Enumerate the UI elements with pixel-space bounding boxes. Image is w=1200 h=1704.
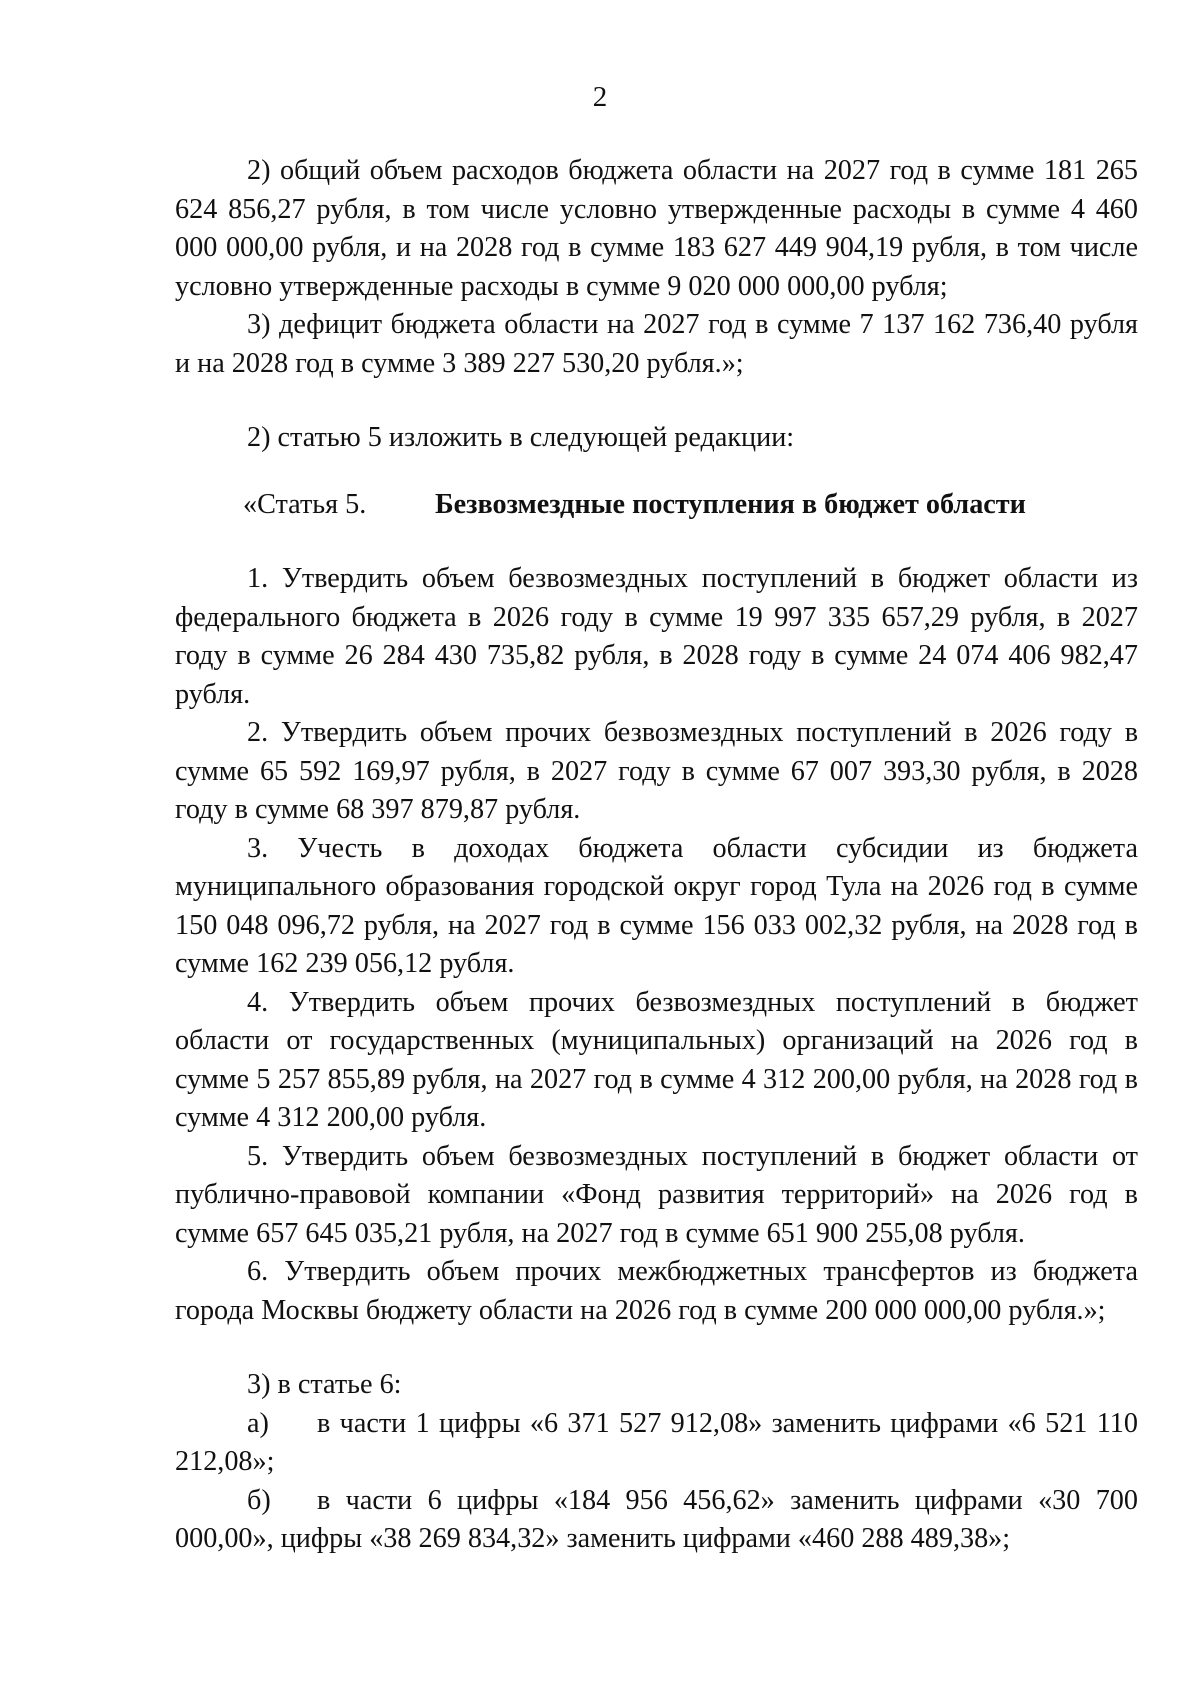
- subitem-letter: а): [247, 1407, 269, 1439]
- article-title: Безвозмездные поступления в бюджет области: [435, 488, 1026, 520]
- paragraph-article5-intro: 2) статью 5 изложить в следующей редакции:: [247, 422, 795, 453]
- article-item: 6. Утвердить объем прочих межбюджетных трансфертов из бюджета города Москвы бюджету области на 2026 год в сумме 200 000 000,00 рубля.»;: [175, 1256, 1138, 1326]
- article-heading: [175, 486, 1138, 525]
- article-item: 5. Утвердить объем безвозмездных поступлений в бюджет области от публично-правовой компании «Фонд развития территорий» на 2026 год в сумме 657 645 035,21 рубля, на 2027 год в сумме 651 900 255,08 рубля.: [175, 1140, 1138, 1249]
- article6-subitem: [175, 1405, 1138, 1482]
- subitem-letter: б): [247, 1484, 271, 1516]
- article6-subitem: [175, 1482, 1138, 1559]
- paragraph-expenses: 2) общий объем расходов бюджета области на 2027 год в сумме 181 265 624 856,27 рубля, в том числе условно утвержденные расходы в сумме 4 460 000 000,00 рубля, и на 2028 год в сумме 183 627 449 904,19 рубля, в том числе условно утвержденные расходы в сумме 9 020 000 000,00 рубля;: [175, 155, 1138, 302]
- paragraph-deficit: 3) дефицит бюджета области на 2027 год в сумме 7 137 162 736,40 рубля и на 2028 год в сумме 3 389 227 530,20 рубля.»;: [175, 309, 1138, 379]
- page-number: 2: [592, 81, 608, 113]
- article-item: 2. Утвердить объем прочих безвозмездных поступлений в 2026 году в сумме 65 592 169,97 рубля, в 2027 году в сумме 67 007 393,30 рубля, в 2028 году в сумме 68 397 879,87 рубля.: [175, 717, 1138, 825]
- article-item: 3. Учесть в доходах бюджета области субсидии из бюджета муниципального образования городской округ город Тула на 2026 год в сумме 150 048 096,72 рубля, на 2027 год в сумме 156 033 002,32 рубля, на 2028 год в сумме 162 239 056,12 рубля.: [175, 832, 1138, 979]
- document-body: [175, 152, 1138, 1559]
- subitem-text: в части 6 цифры «184 956 456,62» заменить цифрами «30 700 000,00», цифры «38 269 834,32» заменить цифрами «460 288 489,38»;: [175, 1484, 1138, 1554]
- article-item: 1. Утвердить объем безвозмездных поступлений в бюджет области из федерального бюджета в 2026 году в сумме 19 997 335 657,29 рубля, в 2027 году в сумме 26 284 430 735,82 рубля, в 2028 году в сумме 24 074 406 982,47 рубля.: [175, 563, 1138, 710]
- subitem-text: в части 1 цифры «6 371 527 912,08» заменить цифрами «6 521 110 212,08»;: [175, 1407, 1138, 1477]
- article-item: 4. Утвердить объем прочих безвозмездных поступлений в бюджет области от государственных (муниципальных) организаций на 2026 год в сумме 5 257 855,89 рубля, на 2027 год в сумме 4 312 200,00 рубля, на 2028 год в сумме 4 312 200,00 рубля.: [175, 986, 1138, 1133]
- article-label: «Статья 5.: [243, 488, 367, 520]
- paragraph-article6-intro: 3) в статье 6:: [247, 1369, 402, 1400]
